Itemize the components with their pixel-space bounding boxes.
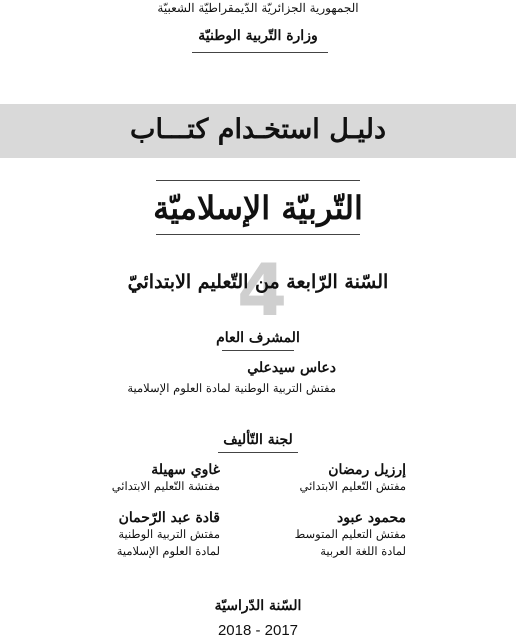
title-bottom-rule <box>156 234 360 235</box>
member-name: غاوي سهيلة <box>151 462 220 478</box>
grade-level: السّنة الرّابعة من التّعليم الابتدائيّ <box>127 271 389 293</box>
republic-header: الجمهورية الجزائريّة الدّيمقراطيّة الشعبيّة <box>157 1 359 15</box>
member-role: مفتش التّعليم الابتدائي <box>299 479 406 493</box>
member-name: إرزيل رمضان <box>328 462 406 478</box>
supervisor-underline <box>222 350 294 351</box>
committee-underline <box>218 452 298 453</box>
title-top-rule <box>156 180 360 181</box>
committee-heading: لجنة التّأليف <box>223 432 293 448</box>
member-name: محمود عبود <box>336 510 406 526</box>
supervisor-heading: المشرف العام <box>216 330 300 346</box>
guide-title: دليـل استخـدام كتـــاب <box>130 114 386 145</box>
member-role: مفتشة التّعليم الابتدائي <box>111 479 220 493</box>
school-year-label: السّنة الدّراسيّة <box>214 598 302 614</box>
grade-number-watermark: 4 <box>236 248 288 332</box>
committee-member <box>276 462 406 495</box>
member-role: لمادة العلوم الإسلامية <box>116 544 220 558</box>
header-divider <box>192 52 328 53</box>
member-role: لمادة اللغة العربية <box>320 544 406 558</box>
member-role: مفتش التعليم المتوسط <box>294 527 406 541</box>
member-name: قادة عبد الرّحمان <box>118 510 220 526</box>
committee-member <box>90 510 220 560</box>
supervisor-name: دعاس سيدعلي <box>247 360 336 376</box>
ministry-name: وزارة التّربية الوطنيّة <box>198 28 318 44</box>
member-role: مفتش التربية الوطنية <box>118 527 220 541</box>
committee-member <box>90 462 220 495</box>
committee-member <box>276 510 406 560</box>
supervisor-role: مفتش التربية الوطنية لمادة العلوم الإسلامية <box>127 381 336 395</box>
book-title: التّربيّة الإسلاميّة <box>153 189 363 227</box>
school-year-value: 2018 - 2017 <box>217 622 299 639</box>
